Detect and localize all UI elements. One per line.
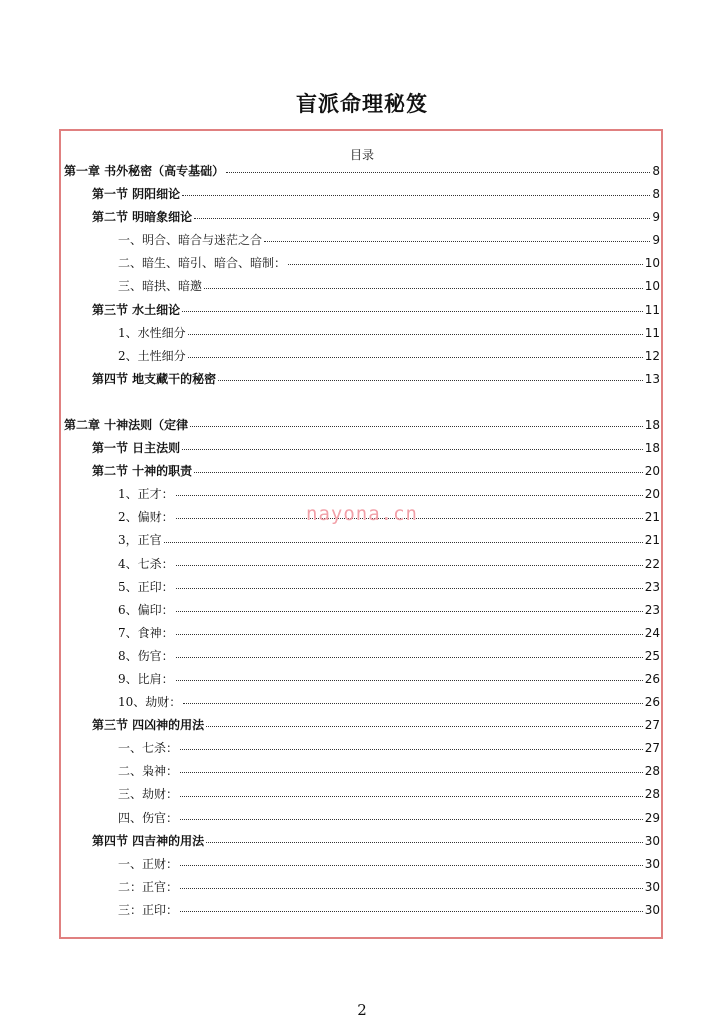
toc-entry[interactable] <box>64 368 660 391</box>
page-number: 2 <box>357 1001 367 1019</box>
toc-entry-title: 四、伤官： <box>118 810 179 825</box>
toc-entry[interactable] <box>64 229 660 252</box>
toc-entry[interactable] <box>64 599 660 622</box>
toc-entry[interactable] <box>64 160 660 183</box>
toc-entry-page: 28 <box>644 764 660 779</box>
toc-dot-leader <box>176 610 643 612</box>
toc-entry-page: 29 <box>644 810 660 825</box>
toc-entry-title: 2、偏财： <box>118 510 174 525</box>
toc-entry-title: 5、正印： <box>118 579 174 594</box>
toc-dot-leader <box>180 818 643 820</box>
toc-dot-leader <box>204 287 643 289</box>
toc-entry-title: 第二节 明暗象细论 <box>92 210 193 225</box>
toc-entry-title: 二：正官： <box>118 879 179 894</box>
toc-entry-title: 三、劫财： <box>118 787 179 802</box>
toc-entry-page: 11 <box>644 325 660 340</box>
toc-entry-page: 20 <box>644 464 660 479</box>
toc-entry-title: 一、明合、暗合与迷茫之合 <box>118 233 263 248</box>
toc-dot-leader <box>182 448 643 450</box>
toc-entry-page: 26 <box>644 671 660 686</box>
toc-entry-page: 30 <box>644 833 660 848</box>
toc-entry-title: 9、比肩： <box>118 671 174 686</box>
toc-entry-page: 27 <box>644 741 660 756</box>
toc-dot-leader <box>176 633 643 635</box>
toc-dot-leader <box>180 795 643 797</box>
toc-entry-title: 第四节 四吉神的用法 <box>92 833 205 848</box>
toc-dot-leader <box>264 240 650 242</box>
toc-entry[interactable] <box>64 252 660 275</box>
toc-entry-title: 第二章 十神法则（定律 <box>64 417 189 432</box>
toc-entry-page: 10 <box>644 256 660 271</box>
toc-entry-page: 11 <box>644 302 660 317</box>
toc-dot-leader <box>194 217 650 219</box>
toc-entry[interactable] <box>64 553 660 576</box>
toc-dot-leader <box>190 425 643 427</box>
toc-dot-leader <box>206 725 643 727</box>
toc-entry-page: 23 <box>644 579 660 594</box>
toc-entry-page: 8 <box>652 187 660 202</box>
toc-entry-title: 第一节 日主法则 <box>92 441 181 456</box>
toc-entry[interactable] <box>64 275 660 298</box>
toc-dot-leader <box>288 263 643 265</box>
toc-entry[interactable] <box>64 299 660 322</box>
toc-dot-leader <box>176 564 643 566</box>
toc-entry-title: 1、正才： <box>118 487 174 502</box>
toc-entry-title: 第三节 水土细论 <box>92 302 181 317</box>
toc-entry-title: 二、枭神： <box>118 764 179 779</box>
toc-dot-leader <box>182 194 650 196</box>
toc-entry-page: 12 <box>644 348 660 363</box>
toc-entry[interactable] <box>64 783 660 806</box>
toc-entry-page: 21 <box>644 510 660 525</box>
toc-dot-leader <box>176 679 643 681</box>
toc-entry-page: 18 <box>644 417 660 432</box>
toc-entry-title: 第四节 地支藏干的秘密 <box>92 371 217 386</box>
toc-dot-leader <box>180 864 643 866</box>
toc-entry-page: 8 <box>652 164 660 178</box>
toc-entry-title: 三：正印： <box>118 902 179 917</box>
toc-entry-title: 三、暗拱、暗邀 <box>118 279 203 294</box>
toc-entry-page: 10 <box>644 279 660 294</box>
toc-entry-title: 第一节 阴阳细论 <box>92 187 181 202</box>
toc-entry[interactable] <box>64 322 660 345</box>
toc-entry-title: 一、正财： <box>118 856 179 871</box>
toc-dot-leader <box>180 771 643 773</box>
toc-entry-page: 25 <box>644 648 660 663</box>
toc-dot-leader <box>188 356 643 358</box>
toc-entry[interactable] <box>64 206 660 229</box>
toc-entry-title: 2、土性细分 <box>118 348 186 363</box>
toc-entry[interactable] <box>64 691 660 714</box>
toc-dot-leader <box>188 333 643 335</box>
toc-entry[interactable] <box>64 760 660 783</box>
toc-entry-title: 10、劫财： <box>118 695 182 710</box>
toc-heading: 目录 <box>349 148 374 162</box>
toc-entry-page: 23 <box>644 602 660 617</box>
toc-entry-title: 第三节 四凶神的用法 <box>92 718 205 733</box>
toc-dot-leader <box>194 471 643 473</box>
toc-entry[interactable] <box>64 737 660 760</box>
toc-dot-leader <box>176 494 643 496</box>
toc-dot-leader <box>180 887 643 889</box>
toc-entry[interactable] <box>64 529 660 552</box>
toc-entry[interactable] <box>64 853 660 876</box>
toc-entry[interactable] <box>64 830 660 853</box>
toc-entry[interactable] <box>64 345 660 368</box>
toc-entry-title: 第一章 书外秘密（高专基础） <box>64 164 225 178</box>
toc-dot-leader <box>182 310 643 312</box>
toc-entry-page: 27 <box>644 718 660 733</box>
toc-entry-title: 1、水性细分 <box>118 325 186 340</box>
toc-entry[interactable] <box>64 414 660 437</box>
toc-entry-title: 第二节 十神的职责 <box>92 464 193 479</box>
toc-entry-page: 22 <box>644 556 660 571</box>
toc-entry-page: 18 <box>644 441 660 456</box>
toc-entry-title: 7、食神： <box>118 625 174 640</box>
toc-entry[interactable] <box>64 460 660 483</box>
toc-entry[interactable] <box>64 576 660 599</box>
toc-entry-title: 4、七杀： <box>118 556 174 571</box>
toc-entry[interactable] <box>64 876 660 899</box>
toc-dot-leader <box>183 702 642 704</box>
toc-entry-page: 9 <box>652 210 660 225</box>
toc-dot-leader <box>176 587 643 589</box>
toc-entry-title: 3，正官 <box>118 533 162 548</box>
toc-entry-page: 30 <box>644 856 660 871</box>
toc-dot-leader <box>180 748 643 750</box>
toc-entry-page: 20 <box>644 487 660 502</box>
toc-entry-title: 二、暗生、暗引、暗合、暗制： <box>118 256 287 271</box>
toc-entry[interactable] <box>64 899 660 922</box>
toc-entry[interactable] <box>64 714 660 737</box>
toc-entry-page: 21 <box>644 533 660 548</box>
toc-entry[interactable] <box>64 668 660 691</box>
toc-dot-leader <box>218 379 643 381</box>
toc-entry-page: 28 <box>644 787 660 802</box>
toc-entry-page: 26 <box>644 695 660 710</box>
watermark: nayona.cn <box>306 503 418 525</box>
toc-dot-leader <box>176 656 643 658</box>
toc-dot-leader <box>226 171 650 173</box>
toc-entry-title: 8、伤官： <box>118 648 174 663</box>
toc-list <box>64 160 660 922</box>
toc-entry-title: 6、偏印： <box>118 602 174 617</box>
toc-entry-page: 30 <box>644 902 660 917</box>
document-title: 盲派命理秘笈 <box>296 91 428 116</box>
toc-dot-leader <box>206 841 643 843</box>
toc-entry-page: 30 <box>644 879 660 894</box>
toc-entry[interactable] <box>64 183 660 206</box>
toc-entry-page: 9 <box>652 233 660 248</box>
toc-entry-title: 一、七杀： <box>118 741 179 756</box>
toc-entry[interactable] <box>64 622 660 645</box>
toc-entry-page: 13 <box>644 371 660 386</box>
toc-entry[interactable] <box>64 437 660 460</box>
toc-entry-page: 24 <box>644 625 660 640</box>
toc-dot-leader <box>180 910 643 912</box>
toc-entry[interactable] <box>64 807 660 830</box>
toc-entry[interactable] <box>64 645 660 668</box>
toc-dot-leader <box>164 541 643 543</box>
